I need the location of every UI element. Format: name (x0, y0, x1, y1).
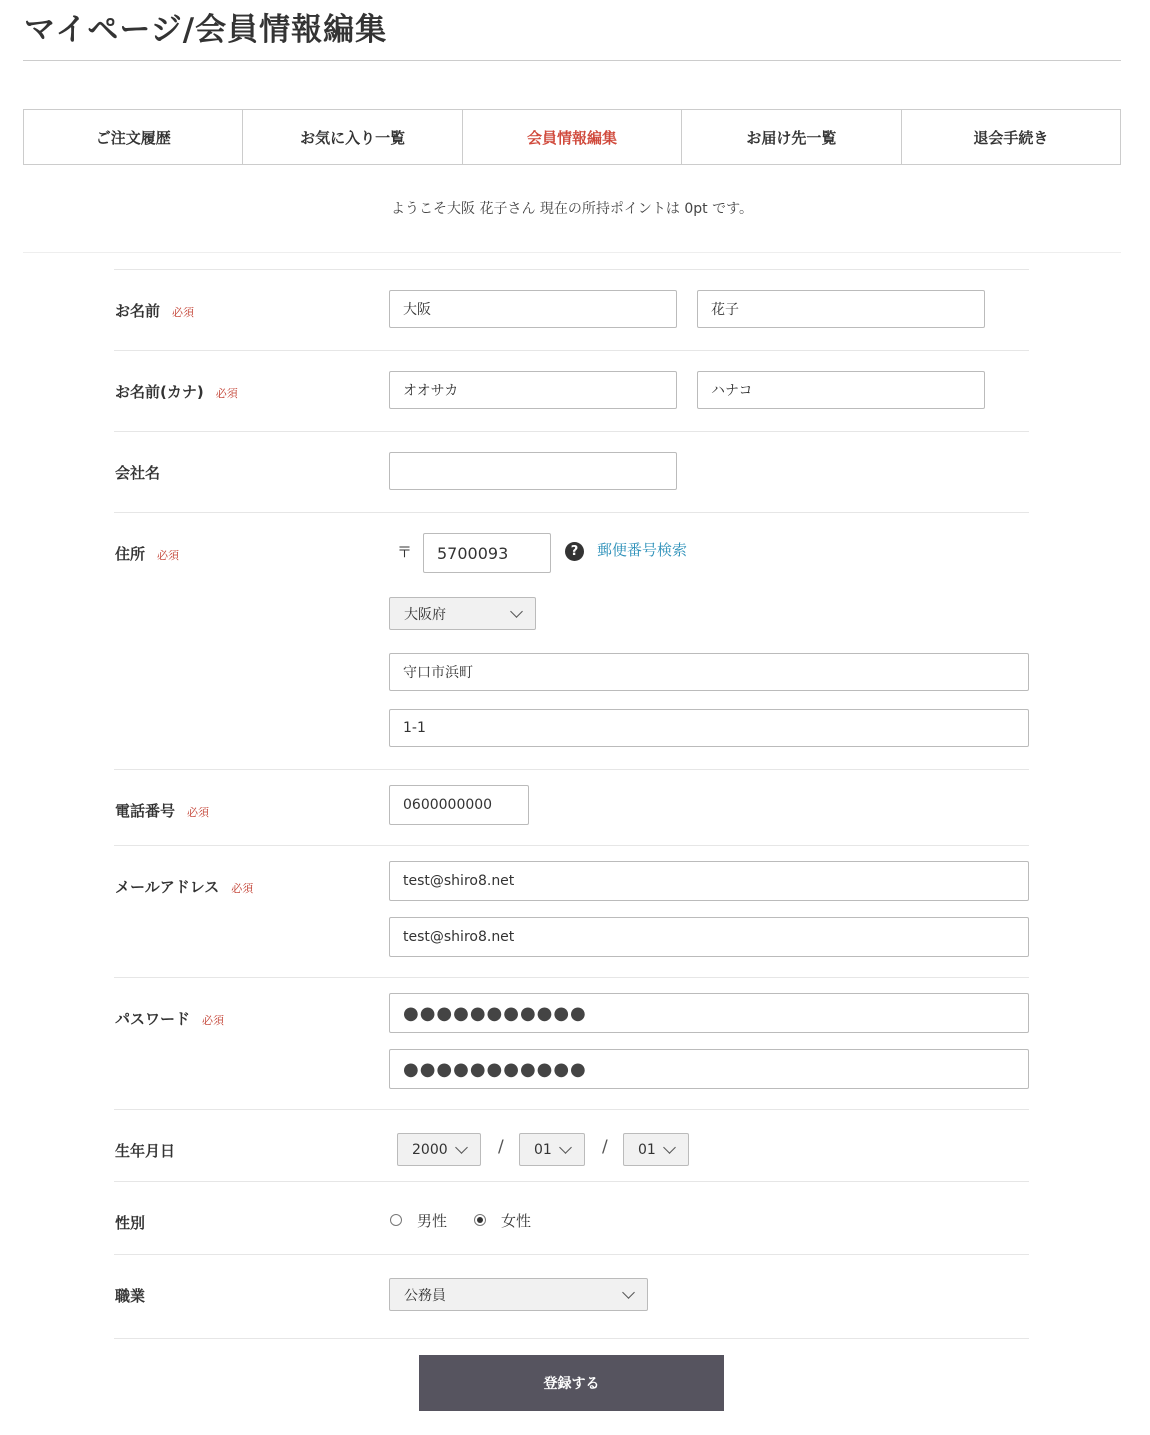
first-name-kana-input[interactable] (697, 371, 985, 409)
date-separator: / (498, 1137, 504, 1157)
mypage-tabs (23, 109, 1121, 165)
email-label (115, 876, 253, 897)
tab-delivery-addresses[interactable]: お届け先一覧 (682, 110, 901, 164)
required-badge: 必須 (231, 882, 254, 895)
chevron-down-icon (510, 605, 523, 618)
gender-male-label[interactable]: 男性 (417, 1212, 448, 1230)
row-divider (114, 1181, 1029, 1182)
email-input[interactable] (389, 861, 1029, 901)
company-input[interactable] (389, 452, 677, 490)
phone-label-text: 電話番号 (115, 802, 176, 820)
chevron-down-icon (663, 1141, 676, 1154)
tab-member-info[interactable]: 会員情報編集 (463, 110, 682, 164)
password-input[interactable] (389, 993, 1029, 1033)
birth-month-select[interactable] (519, 1133, 585, 1166)
password-confirm-input[interactable] (389, 1049, 1029, 1089)
row-divider (114, 269, 1029, 270)
row-divider (114, 350, 1029, 351)
phone-input[interactable] (389, 785, 529, 825)
birth-year-value: 2000 (412, 1141, 448, 1158)
welcome-divider (23, 252, 1121, 253)
password-label-text: パスワード (115, 1010, 191, 1028)
date-separator: / (602, 1137, 608, 1157)
birth-day-value: 01 (638, 1141, 656, 1158)
chevron-down-icon (622, 1286, 635, 1299)
row-divider (114, 431, 1029, 432)
welcome-message: ようこそ大阪 花子さん 現在の所持ポイントは 0pt です。 (391, 201, 753, 217)
kana-label-text: お名前(カナ) (115, 383, 204, 401)
job-value: 公務員 (404, 1287, 446, 1304)
question-circle-icon[interactable]: ? (565, 542, 584, 561)
chevron-down-icon (455, 1141, 468, 1154)
address-label (115, 543, 179, 564)
phone-label (115, 800, 209, 821)
required-badge: 必須 (202, 1014, 225, 1027)
job-select[interactable] (389, 1278, 648, 1311)
row-divider (114, 512, 1029, 513)
postal-mark: 〒 (397, 543, 413, 561)
page-title: マイページ/会員情報編集 (24, 12, 388, 48)
title-divider (23, 60, 1121, 61)
last-name-kana-input[interactable] (389, 371, 677, 409)
required-badge: 必須 (172, 306, 195, 319)
required-badge: 必須 (215, 387, 238, 400)
email-confirm-input[interactable] (389, 917, 1029, 957)
row-divider (114, 769, 1029, 770)
company-label (115, 462, 160, 483)
address-label-text: 住所 (115, 545, 146, 563)
required-badge: 必須 (187, 806, 210, 819)
chevron-down-icon (559, 1141, 572, 1154)
register-button[interactable]: 登録する (419, 1355, 724, 1411)
name-label (115, 300, 194, 321)
row-divider (114, 845, 1029, 846)
birthday-label-text: 生年月日 (115, 1142, 176, 1160)
street-input[interactable] (389, 709, 1029, 747)
gender-label-text: 性別 (115, 1214, 146, 1232)
job-label (115, 1285, 145, 1306)
birthday-label (115, 1140, 175, 1161)
prefecture-value: 大阪府 (404, 606, 446, 623)
birth-day-select[interactable] (623, 1133, 689, 1166)
zip-search-link[interactable]: 郵便番号検索 (597, 541, 688, 559)
row-divider (114, 977, 1029, 978)
row-divider (114, 1109, 1029, 1110)
password-label (115, 1008, 224, 1029)
prefecture-select[interactable] (389, 597, 536, 630)
first-name-input[interactable] (697, 290, 985, 328)
gender-female-label[interactable]: 女性 (501, 1212, 532, 1230)
gender-female-radio[interactable] (474, 1214, 486, 1226)
tab-order-history[interactable]: ご注文履歴 (24, 110, 243, 164)
gender-male-radio[interactable] (390, 1214, 402, 1226)
tab-favorites[interactable]: お気に入り一覧 (243, 110, 462, 164)
tab-withdraw[interactable]: 退会手続き (973, 128, 1049, 147)
name-label-text: お名前 (115, 302, 161, 320)
birth-year-select[interactable] (397, 1133, 481, 1166)
kana-label (115, 381, 238, 402)
job-label-text: 職業 (115, 1287, 146, 1305)
zip-input[interactable] (423, 533, 551, 573)
company-label-text: 会社名 (115, 464, 161, 482)
birth-month-value: 01 (534, 1141, 552, 1158)
last-name-input[interactable] (389, 290, 677, 328)
email-label-text: メールアドレス (115, 878, 220, 896)
city-input[interactable] (389, 653, 1029, 691)
gender-label (115, 1212, 145, 1233)
row-divider (114, 1338, 1029, 1339)
required-badge: 必須 (157, 549, 180, 562)
row-divider (114, 1254, 1029, 1255)
